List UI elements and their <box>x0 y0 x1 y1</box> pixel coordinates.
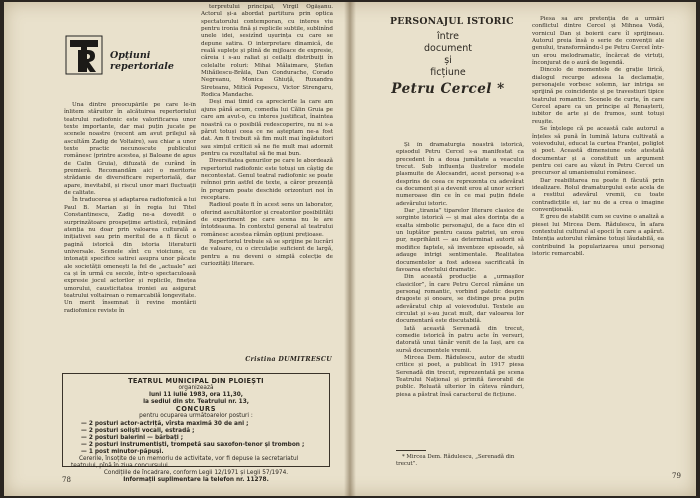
title-line-1: PERSONAJUL ISTORIC <box>390 16 514 27</box>
footnote: * Mircea Dem. Rădulescu, „Serenadă din trecut”. <box>396 454 515 467</box>
notice-concurs: CONCURS <box>175 405 217 414</box>
paragraph: Dar reabilitarea nu poate fi făcută prin idealizare. Rolul dramaturgului este acela de a restitui adevărul vremii, cu toate contradicțiile ei, iar nu de a crea o imagine convențională. <box>532 177 664 213</box>
paragraph: Diversitatea genurilor pe care le abordează repertoriul radiofonic este totuși un câștig de necontestat. Genul teatral radiofonic se poate reînnoi prin astfel de texte, a căror prezență în program poate deschide orizonturi noi în receptare. <box>201 158 333 201</box>
article-column-2 <box>532 16 664 468</box>
magazine-spread <box>4 2 696 496</box>
rubric-line-1: Opțiuni <box>110 50 151 61</box>
notice-post: — 2 posturi balerini — bărbați ; <box>81 434 184 441</box>
left-page <box>4 2 348 496</box>
paragraph: În traducerea și adaptarea radiofonică a lui Paul B. Marian și în regia lui Titel Constantinescu, Zadig ne-a dovedit o surprinzătoare prospețime artistică, reținând atenția nu doar prin valoarea culturală a inițiativei sau prin meritul de a fi făcut o pagină istorică din istoria literaturii universale. Scenele sînt cu vioiciune, cu intonații specifice satirei asupra unor păcate ale societății omenești la fel de „actuale” azi ca și în urmă cu secole, într-o spectaculoasă expresie jocul actorilor și replicile, finețea umorului, causticitatea ironiei au asigurat teatrului voltairean o remarcabilă longevitate. Un merit însemnat îi revine montării radiofonice reviste în <box>64 197 196 314</box>
paragraph: Deși mai timid ca aprecierile la care am ajuns până acum, comedia lui Călin Gruia pe care am avut-o, cu interes justificat, înaintea noastră ca o posibilă redescoperire, nu ni s-a părut totuși ceea ce ne așteptam ne-a fost dat. Am fi trebuit să fim mult mai îngăduitori sau simțul criticii să ne fie mult mai adormit pentru ca rezultatul să fie mai bun. <box>201 99 333 157</box>
title-line-5: ficțiune <box>430 67 466 78</box>
paragraph: E greu de stabilit cum se cuvine o analiză a piesei lui Mircea Dem. Rădulescu, în afara contextului cultural al epocii în care a apărut. Intenția autorului rămâne totuși lăudabilă, ea contribuind la popularizarea unui personaj istoric remarcabil. <box>532 214 664 257</box>
notice-venue: la sediul din str. Teatrului nr. 13, <box>143 399 249 406</box>
page-number-left: 78 <box>62 476 71 484</box>
title-line-3: document <box>424 43 472 54</box>
notice-post: — 2 posturi soliști vocali, estradă ; <box>81 427 195 434</box>
paragraph: terpretului principal, Virgil Ogășanu. Actorul și-a abordat partitura prin optica spectatorului contemporan, cu interes viu pentru ironia fină și replicile subtile, sublinînd unele idei, sesizînd ușurința cu care se depune satira. O interpretare dinamică, de reală suplețe și plină de mijloace de expresie, căreia i s-au raliat și ceilalți distribuiți în celelalte roluri: Mihai Mălaimare, Ștefan Mihăilescu-Brăila, Dan Condurache, Corado Negreanu, Monica Ghiuță, Ruxandra Sireteanu, Mitică Popescu, Victor Strengaru, Rodica Mandache. <box>201 4 333 99</box>
paragraph: Și în dramaturgia noastră istorică, episodul Petru Cercel s-a manifestat ca precedent în a doua jumătate a veacului trecut. Sub influența ilustrelor modele plasmuite de Alecsandri, acest personaj s-a desprins de ceea ce reprezenta cu adevărat ca document și a devenit erou al unor scrieri numeroase din ce în ce mai puțin fidele adevărului istoric. <box>396 142 524 207</box>
paragraph: Repertoriul trebuie să se sprijine pe lucrări de valoare, cu o circulație suficient de largă, pentru a nu deveni o simplă colecție de curiozități literare. <box>201 239 333 268</box>
article-column-1 <box>396 142 524 446</box>
title-line-2: între <box>437 31 459 42</box>
tr-monogram-logo <box>64 34 104 76</box>
paragraph: Mircea Dem. Rădulescu, autor de studii critice și poet, a publicat în 1917 piesa Serenadă din trecut, reprezentată pe scena Teatrului Național și primită favorabil de public. Reluată ulterior în câteva rânduri, piesa a păstrat însă caracterul de ficțiune. <box>396 354 524 398</box>
notice-law: Condițiile de încadrare, conform Legii 12/1971 și Legii 57/1974. <box>103 470 289 477</box>
paragraph: Una dintre preocupările pe care le-în înlitem stăruitor în alcătuirea repertoriului teatrului radiofonic este valorificarea unor texte importante, dar mai puțin jucate pe scenele noastre (recent am avut prilejul să ascultăm Zadig de Voltaire), sau chiar a unor texte practic necunoscute publicului românesc (printre acestea, și Baloane de apus de Calin Gruia), difuzată de curând în premieră. Recomandăm aici o meritorie strădanie de diversificare repertorială, dar apare, inevitabil, și riscul unor mari fluctuații de calitate. <box>64 102 196 197</box>
notice-post: — 2 posturi actor-actriță, vîrsta maximă 30 de ani ; <box>81 420 249 427</box>
notice-purpose: pentru ocuparea următoarelor posturi : <box>139 413 253 420</box>
title-line-4: și <box>444 55 452 66</box>
paragraph: Se înțelege că pe această cale autorul a înțeles să pună în lumină latura cultivată a voievodului, educat la curtea Franței, poliglot și poet. Această dimensiune este atestată documentar și a constituit un argument pentru cei care au văzut în Petru Cercel un precursor al umanismului românesc. <box>532 126 664 177</box>
right-page <box>352 2 696 496</box>
article-column-1 <box>64 102 196 364</box>
article-author: Cristina DUMITRESCU <box>245 356 332 363</box>
notice-date: luni 11 iulie 1983, ora 11,30, <box>148 392 244 399</box>
paragraph: Dar „tirania” tiparelor literare clasice de sorginte istorică — și mai ales dorința de a exalta simbolic personajul, de a face din el un luptător pentru cauza patriei, un erou pur, neprihănit — au determinat autorii să modifice faptele, să inventeze episoade, să adauge intrigi sentimentale. Realitatea documentelor a fost adesea sacrificată în favoarea efectului dramatic. <box>396 208 524 273</box>
notice-title: TEATRUL MUNICIPAL DIN PLOIEȘTI <box>128 377 264 385</box>
notice-organizes: organizează <box>178 385 214 392</box>
rubric-line-2: repertoriale <box>110 61 174 72</box>
paragraph: Radioul poate fi în acest sens un laborator, oferind ascultătorilor și creatorilor posibilități de experiment pe care scena nu le are întotdeauna. În contextul general al teatrului românesc acestea rămân opțiuni prețioase. <box>201 202 333 238</box>
paragraph: Din această producție a „urmașilor clasicilor”, în care Petru Cercel rămâne un personaj romantic, vorbind patetic despre dragoste și onoare, se distinge prea puțin adevăratul chip al voievodului. Textele au circulat și s-au jucat mult, dar valoarea lor documentară este discutabilă. <box>396 274 524 325</box>
notice-post: — 1 post minutor-păpuși. <box>81 448 164 455</box>
article-column-2 <box>201 4 333 352</box>
article-title <box>390 16 514 97</box>
footnote-rule <box>396 450 426 451</box>
notice-conditions: Cererile, însoțite de un memoriu de activitate, vor fi depuse la secretariatul teatrului, pînă în ziua concursului. <box>71 456 299 470</box>
theatre-competition-notice <box>62 373 330 484</box>
title-line-6: Petru Cercel * <box>391 81 505 97</box>
page-number-right: 79 <box>672 472 681 480</box>
paragraph: Iată această Serenadă din trecut, comedie istorică în patru acte în versuri, datorată unui tânăr venit de la Iași, are ca sursă documentele vremii. <box>396 325 524 354</box>
rubric-title <box>110 50 178 72</box>
paragraph: Piesa sa are pretenția de a urmări conflictul dintre Cercel și Mihnea Vodă, vornicul Dan și boierii care îl sprijineau. Autorul preia însă o serie de convenții ale genului, transformându-l pe Petru Cercel într-un erou melodramatic, încărcat de virtuți, înconjurat de o aură de legendă. <box>532 16 664 67</box>
notice-post: — 2 posturi instrumentiști, trompetă sau saxofon-tenor și trombon ; <box>81 441 305 448</box>
notice-info: Informații suplimentare la telefon nr. 11278. <box>123 477 269 484</box>
paragraph: Dincolo de momentele de grație lirică, dialogul recurge adesea la declamație, personajele vorbesc solemn, iar intriga se sprijină pe coincidențe și pe travestiuri tipice teatrului romantic. Scenele de curte, în care Cercel apare ca un principe al Renașterii, iubitor de arte și de frumos, sunt totuși reușite. <box>532 67 664 125</box>
